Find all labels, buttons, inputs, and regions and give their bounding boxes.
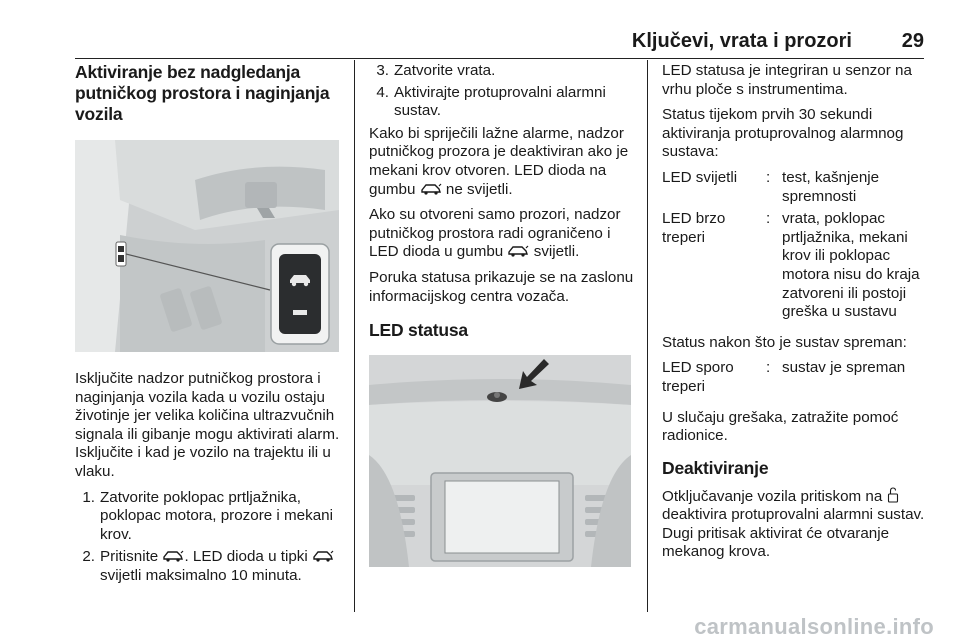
unlock-key-icon bbox=[887, 487, 899, 503]
step-text: Zatvorite poklopac prtljažnika, poklopac motora, prozore i mekani krov. bbox=[100, 488, 333, 543]
paragraph bbox=[369, 125, 635, 199]
table-cell-sep: : bbox=[766, 359, 771, 377]
led-status-table bbox=[662, 169, 926, 326]
instrument-panel-illustration bbox=[369, 355, 631, 567]
step-text: Pritisnite bbox=[100, 548, 159, 566]
section-heading: Aktiviranje bez nadgledanja putničkog prostora i naginjanja vozila bbox=[75, 62, 330, 124]
dashboard-button-figure bbox=[75, 140, 339, 352]
step-number: 2. bbox=[82, 548, 95, 566]
table-cell-key: LED brzo treperi bbox=[662, 210, 726, 246]
step-number: 1. bbox=[82, 488, 95, 506]
table-row bbox=[662, 359, 926, 400]
step-text: svijetli maksimalno 10 minuta. bbox=[100, 566, 302, 584]
list-item bbox=[369, 62, 635, 81]
paragraph bbox=[369, 206, 635, 262]
list-item bbox=[75, 489, 343, 545]
header-rule bbox=[75, 58, 924, 59]
paragraph-text: deaktivira protuprovalni alarmni sustav. Dugi pritisak aktivirat će otvaranje mekanog krova. bbox=[662, 506, 925, 561]
dashboard-illustration bbox=[75, 140, 339, 352]
step-text: Zatvorite vrata. bbox=[394, 62, 496, 79]
page-header bbox=[0, 26, 960, 56]
paragraph-text: svijetli. bbox=[533, 243, 580, 261]
instrument-panel-figure bbox=[369, 355, 631, 567]
paragraph: Status tijekom prvih 30 sekundi aktiviranja protuprovalnog alarmnog sustava: bbox=[662, 106, 904, 161]
column-divider bbox=[354, 60, 355, 612]
column-left bbox=[75, 62, 343, 590]
step-text: . LED dioda u tipki bbox=[184, 548, 308, 566]
paragraph: Status nakon što je sustav spreman: bbox=[662, 333, 907, 351]
column-right bbox=[662, 62, 926, 569]
table-cell-key: LED svijetli bbox=[662, 168, 738, 186]
watermark: carmanualsonline.info bbox=[694, 614, 934, 639]
column-divider bbox=[647, 60, 648, 612]
paragraph bbox=[662, 487, 926, 562]
paragraph: LED statusa je integriran u senzor na vrhu ploče s instrumentima. bbox=[662, 62, 912, 98]
column-middle bbox=[369, 62, 635, 567]
table-row bbox=[662, 210, 926, 326]
step-list bbox=[75, 489, 343, 586]
car-tilt-button-icon bbox=[162, 550, 184, 562]
table-cell-key: LED sporo treperi bbox=[662, 359, 734, 395]
paragraph-text: Otključavanje vozila pritiskom na bbox=[662, 487, 883, 505]
list-item bbox=[75, 548, 343, 585]
paragraph-text: Ako su otvoreni samo prozori, nadzor putničkog prostora radi ograničeno i LED dioda u gumbu bbox=[369, 206, 621, 261]
chapter-title: Ključevi, vrata i prozori bbox=[631, 30, 852, 52]
table-cell-sep: : bbox=[766, 210, 771, 228]
paragraph-text: Kako bi spriječili lažne alarme, nadzor putničkog prozora je deaktiviran ako je mekani krov otvoren. LED dioda na gumbu bbox=[369, 124, 629, 198]
section-heading: Deaktiviranje bbox=[662, 457, 769, 478]
section-heading: LED statusa bbox=[369, 320, 468, 341]
paragraph: Poruka statusa prikazuje se na zaslonu informacijskog centra vozača. bbox=[369, 268, 634, 305]
car-tilt-button-icon bbox=[420, 183, 442, 195]
step-text: Aktivirajte protuprovalni alarmni sustav. bbox=[394, 83, 606, 120]
step-number: 4. bbox=[376, 83, 389, 101]
led-status-table bbox=[662, 359, 926, 400]
paragraph-text: ne svijetli. bbox=[445, 180, 513, 198]
list-item bbox=[369, 84, 635, 121]
paragraph: Isključite nadzor putničkog prostora i naginjanja vozila kada u vozilu ostaju životinje jer velika količina ultrazvučnih signala ili gibanje mogu aktivirati alarm. Isključite i kad je vozilo na trajektu ili u vlaku. bbox=[75, 370, 340, 480]
table-cell-sep: : bbox=[766, 168, 771, 186]
car-tilt-button-icon bbox=[507, 245, 529, 257]
step-number: 3. bbox=[376, 62, 389, 79]
table-cell-value: sustav je spreman bbox=[782, 359, 906, 377]
page-number: 29 bbox=[901, 30, 924, 52]
table-row bbox=[662, 169, 926, 210]
paragraph: U slučaju grešaka, zatražite pomoć radionice. bbox=[662, 408, 899, 445]
car-tilt-button-icon bbox=[312, 550, 334, 562]
step-list bbox=[369, 62, 635, 121]
table-cell-value: vrata, poklopac prtljažnika, mekani krov ili poklopac motora nisu do kraja zatvoreni ili postoji greška u sustavu bbox=[782, 210, 920, 321]
table-cell-value: test, kašnjenje spremnosti bbox=[782, 168, 880, 205]
